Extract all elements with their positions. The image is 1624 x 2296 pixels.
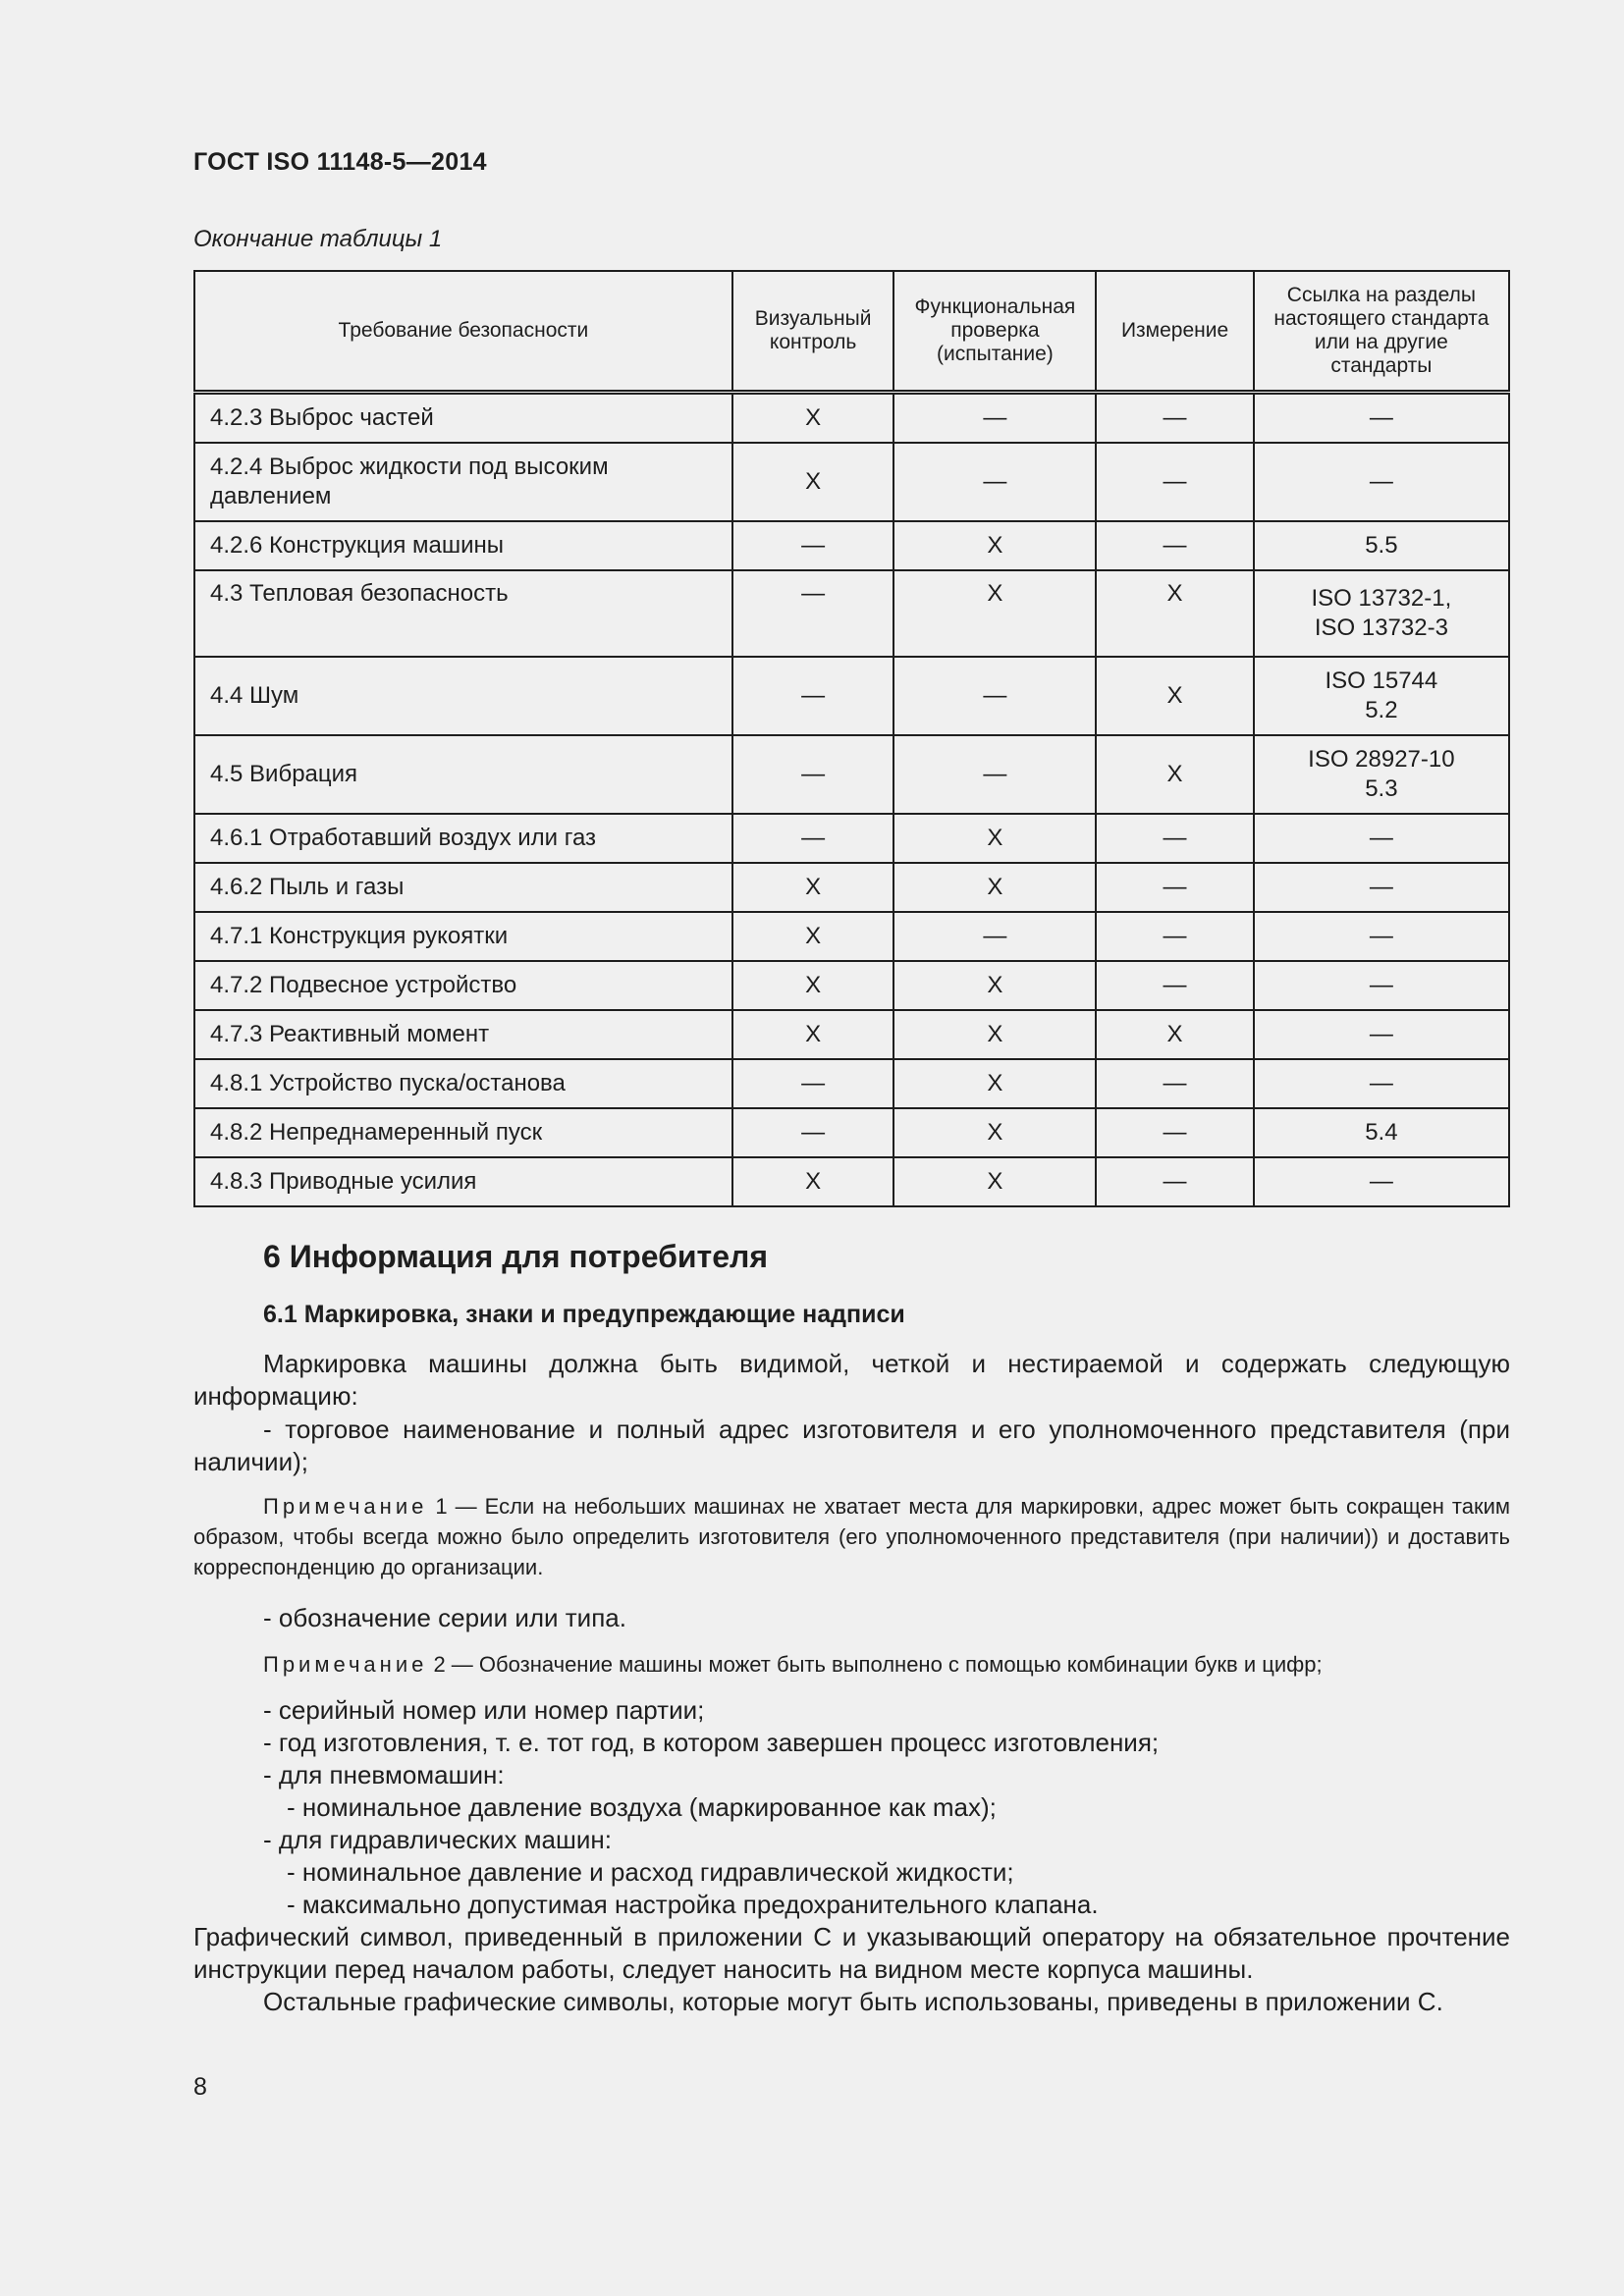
cell-reference: 5.4 [1254,1108,1509,1157]
cell-measure: — [1096,1157,1253,1206]
cell-requirement: 4.8.1 Устройство пуска/останова [194,1059,732,1108]
table-row [194,912,1509,961]
cell-reference: — [1254,1157,1509,1206]
cell-requirement: 4.6.2 Пыль и газы [194,863,732,912]
paragraph-other-symbols: Остальные графические символы, которые могут быть использованы, приведены в приложении С. [263,1987,1443,2016]
table-row [194,1108,1509,1157]
note-2 [193,1649,1510,1680]
cell-functional: — [893,657,1096,735]
table-row [194,521,1509,570]
cell-measure: — [1096,521,1253,570]
cell-reference: — [1254,1059,1509,1108]
cell-functional: X [893,1059,1096,1108]
table-header-row [194,271,1509,393]
cell-visual: — [732,1059,894,1108]
cell-reference [1254,570,1509,657]
col-header-functional: Функциональная проверка (испытание) [893,271,1096,393]
cell-reference: — [1254,961,1509,1010]
table-row [194,814,1509,863]
cell-reference-line: ISO 13732-3 [1314,614,1448,641]
cell-reference: — [1254,443,1509,521]
table-row [194,735,1509,814]
cell-functional: X [893,521,1096,570]
cell-visual: X [732,961,894,1010]
cell-functional: X [893,1157,1096,1206]
cell-measure: — [1096,393,1253,444]
cell-visual: X [732,912,894,961]
cell-requirement: 4.7.3 Реактивный момент [194,1010,732,1059]
note-label: Примечание [263,1494,428,1519]
cell-requirement: 4.7.1 Конструкция рукоятки [194,912,732,961]
table-row [194,570,1509,657]
cell-functional: — [893,443,1096,521]
cell-requirement: 4.7.2 Подвесное устройство [194,961,732,1010]
cell-functional: — [893,735,1096,814]
bullet-trade-name: - торговое наименование и полный адрес изготовителя и его уполномоченного представителя (при наличии); [193,1415,1510,1476]
cell-requirement: 4.2.3 Выброс частей [194,393,732,444]
bullet-air-pressure: - номинальное давление воздуха (маркированное как max); [287,1792,997,1822]
cell-measure: — [1096,961,1253,1010]
table-row [194,863,1509,912]
cell-requirement: 4.5 Вибрация [194,735,732,814]
table-row [194,1059,1509,1108]
table-row [194,961,1509,1010]
page-number: 8 [193,2073,207,2101]
cell-visual: — [732,521,894,570]
cell-functional: X [893,570,1096,657]
bullet-hydraulic: - для гидравлических машин: [263,1825,612,1854]
cell-measure: X [1096,570,1253,657]
cell-reference: — [1254,912,1509,961]
note-text: 1 — Если на небольших машинах не хватает места для маркировки, адрес может быть сокращен таким образом, чтобы всегда можно было определить изготовителя (его уполномоченного представителя (при наличии)) и доставить корреспонденцию до организации. [193,1494,1510,1579]
section-title: 6 Информация для потребителя [263,1239,768,1274]
note-text: 2 — Обозначение машины может быть выполнено с помощью комбинации букв и цифр; [427,1652,1323,1677]
cell-reference [1254,735,1509,814]
cell-functional: X [893,961,1096,1010]
cell-measure: — [1096,1059,1253,1108]
cell-requirement: 4.8.2 Непреднамеренный пуск [194,1108,732,1157]
bullet-year: - год изготовления, т. е. тот год, в котором завершен процесс изготовления; [263,1728,1160,1757]
requirements-table [193,270,1510,1207]
cell-visual: — [732,570,894,657]
cell-reference: 5.5 [1254,521,1509,570]
cell-functional: X [893,863,1096,912]
cell-measure: — [1096,443,1253,521]
cell-measure: — [1096,863,1253,912]
cell-requirement: 4.8.3 Приводные усилия [194,1157,732,1206]
col-header-requirement: Требование безопасности [194,271,732,393]
cell-reference [1254,657,1509,735]
cell-reference-line: ISO 15744 [1325,667,1438,694]
cell-requirement: 4.6.1 Отработавший воздух или газ [194,814,732,863]
cell-measure: — [1096,814,1253,863]
cell-functional: X [893,1108,1096,1157]
cell-visual: X [732,863,894,912]
note-1 [193,1491,1510,1582]
cell-requirement: 4.2.4 Выброс жидкости под высоким давлением [194,443,732,521]
cell-functional: X [893,1010,1096,1059]
note-label: Примечание [263,1652,428,1677]
table-row [194,1010,1509,1059]
bullet-serial: - серийный номер или номер партии; [263,1695,705,1725]
cell-reference-line: 5.2 [1365,697,1398,723]
cell-reference: — [1254,863,1509,912]
cell-visual: X [732,393,894,444]
document-header: ГОСТ ISO 11148-5—2014 [193,148,487,176]
cell-measure: — [1096,1108,1253,1157]
cell-visual: — [732,814,894,863]
cell-functional: — [893,393,1096,444]
table-row [194,393,1509,444]
bullet-series: - обозначение серии или типа. [263,1603,626,1632]
table-row [194,1157,1509,1206]
paragraph-graphic-symbol: Графический символ, приведенный в приложении С и указывающий оператору на обязательное прочтение инструкции перед началом работы, следует наносить на видном месте корпуса машины. [193,1922,1510,1984]
cell-visual: — [732,1108,894,1157]
bullet-pneumatic: - для пневмомашин: [263,1760,505,1789]
cell-requirement: 4.2.6 Конструкция машины [194,521,732,570]
bullet-fluid-pressure: - номинальное давление и расход гидравлической жидкости; [287,1857,1014,1887]
col-header-reference: Ссылка на разделы настоящего стандарта или на другие стандарты [1254,271,1509,393]
cell-requirement: 4.3 Тепловая безопасность [194,570,732,657]
cell-measure: — [1096,912,1253,961]
col-header-visual: Визуальный контроль [732,271,894,393]
cell-reference-line: ISO 28927-10 [1308,746,1455,773]
cell-functional: — [893,912,1096,961]
cell-reference: — [1254,1010,1509,1059]
table-caption: Окончание таблицы 1 [193,226,443,252]
table-row [194,657,1509,735]
cell-reference-line: 5.3 [1365,775,1398,802]
cell-measure: X [1096,735,1253,814]
cell-reference: — [1254,814,1509,863]
table-row [194,443,1509,521]
cell-reference-line: ISO 13732-1, [1311,585,1452,612]
cell-visual: X [732,1157,894,1206]
cell-visual: — [732,735,894,814]
cell-visual: X [732,1010,894,1059]
bullet-valve-setting: - максимально допустимая настройка предохранительного клапана. [287,1890,1099,1919]
paragraph-marking: Маркировка машины должна быть видимой, четкой и нестираемой и содержать следующую информацию: [193,1349,1510,1411]
cell-requirement: 4.4 Шум [194,657,732,735]
cell-measure: X [1096,657,1253,735]
col-header-measure: Измерение [1096,271,1253,393]
cell-visual: — [732,657,894,735]
cell-visual: X [732,443,894,521]
cell-measure: X [1096,1010,1253,1059]
cell-reference: — [1254,393,1509,444]
cell-functional: X [893,814,1096,863]
subsection-title: 6.1 Маркировка, знаки и предупреждающие надписи [263,1301,905,1328]
